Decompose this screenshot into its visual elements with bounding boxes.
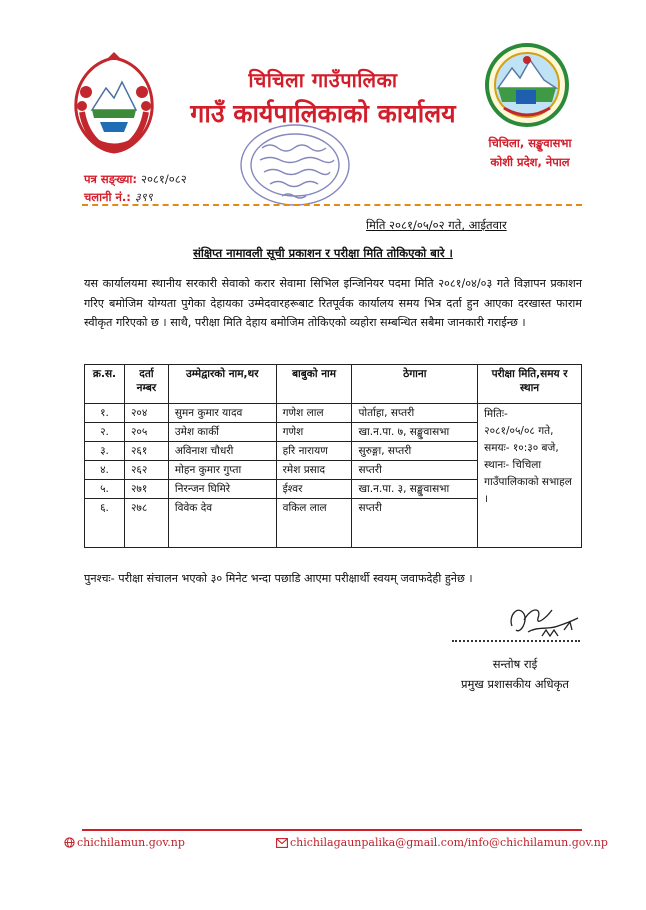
footer-website[interactable] <box>64 836 185 849</box>
postscript-note: पुनश्चः- परीक्षा संचालन भएको ३० मिनेट भन्दा पछाडि आएमा परीक्षार्थी स्वयम् जवाफदेही हुनेछ । <box>84 572 473 585</box>
cell-reg-no: २०५ <box>124 423 168 442</box>
ref-no-value: २०८१/०८२ <box>140 172 187 186</box>
email-text: chichilagaunpalika@gmail.com/info@chichilamun.gov.np <box>290 836 608 849</box>
cell-father-name: रमेश प्रसाद <box>276 461 352 480</box>
website-text: chichilamun.gov.np <box>77 836 185 849</box>
header-address: ठेगाना <box>352 365 478 404</box>
cell-serial: ३. <box>85 442 125 461</box>
address-line-1: चिचिला, सङ्खुवासभा <box>488 136 572 150</box>
cell-address: खा.न.पा. ७, सङ्खुवासभा <box>352 423 478 442</box>
cell-father-name: वकिल लाल <box>276 499 352 548</box>
municipality-name: चिचिला गाउँपालिका <box>248 68 398 92</box>
signatory-name: सन्तोष राई <box>492 657 538 671</box>
cell-reg-no: २७८ <box>124 499 168 548</box>
cell-address: खा.न.पा. ३, सङ्खुवासभा <box>352 480 478 499</box>
cell-exam-info <box>478 404 582 548</box>
signatory-post: प्रमुख प्रशासकीय अधिकृत <box>461 677 569 691</box>
cell-address: पोर्ताहा, सप्तरी <box>352 404 478 423</box>
header-serial: क्र.स. <box>85 365 125 404</box>
reference-block <box>84 170 187 206</box>
office-address <box>470 134 590 172</box>
table-header-row <box>85 365 582 404</box>
cell-father-name: गणेश लाल <box>276 404 352 423</box>
cell-candidate-name: विवेक देव <box>168 499 276 548</box>
letter-subject: संक्षिप्त नामावली सूची प्रकाशन र परीक्षा मिति तोकिएको बारे । <box>193 246 453 260</box>
dispatch-no-value: ३९९ <box>134 190 153 204</box>
cell-father-name: ईश्वर <box>276 480 352 499</box>
exam-date-label: मितिः- <box>484 408 508 420</box>
cell-candidate-name: मोहन कुमार गुप्ता <box>168 461 276 480</box>
cell-reg-no: २०४ <box>124 404 168 423</box>
cell-serial: ५. <box>85 480 125 499</box>
cell-serial: १. <box>85 404 125 423</box>
cell-serial: ६. <box>85 499 125 548</box>
ref-no-label: पत्र सङ्ख्या: <box>84 172 137 186</box>
cell-reg-no: २६२ <box>124 461 168 480</box>
cell-father-name: हरि नारायण <box>276 442 352 461</box>
cell-address: सुरुङ्गा, सप्तरी <box>352 442 478 461</box>
candidate-table <box>84 364 582 548</box>
cell-father-name: गणेश <box>276 423 352 442</box>
body-paragraph: यस कार्यालयमा स्थानीय सरकारी सेवाको करार सेवामा सिभिल इन्जिनियर पदमा मिति २०८१/०४/०३ गते विज्ञापन प्रकाशन गरिए बमोजिम योग्यता पुगेका देहायका उम्मेदवारहरूबाट रितपूर्वक कार्यालय समय भित्र दर्ता हुन आएका दरखास्त फाराम स्वीकृत गरिएको छ । साथै, परीक्षा मिति देहाय बमोजिम तोकिएको व्यहोरा सम्बन्धित सबैमा जानकारी गराईन्छ । <box>84 277 582 329</box>
office-stamp-icon <box>232 118 358 212</box>
office-name: गाउँ कार्यपालिकाको कार्यालय <box>190 99 456 128</box>
reference-number <box>84 170 187 188</box>
table-row <box>85 404 582 423</box>
exam-venue: स्थानः- चिचिला गाउँपालिकाको सभाहल । <box>484 459 572 505</box>
address-line-2: कोशी प्रदेश, नेपाल <box>490 155 570 169</box>
header-father-name: बाबुको नाम <box>276 365 352 404</box>
cell-candidate-name: निरन्जन घिमिरे <box>168 480 276 499</box>
envelope-icon <box>276 838 288 848</box>
cell-address: सप्तरी <box>352 499 478 548</box>
letter-date: मिति २०८१/०५/०२ गते, आईतवार <box>366 218 507 232</box>
header-reg-no: दर्ता नम्बर <box>124 365 168 404</box>
signature-icon <box>498 596 588 652</box>
header-candidate-name: उम्मेद्वारको नाम,थर <box>168 365 276 404</box>
exam-date-value: २०८१/०५/०८ गते, <box>484 425 554 437</box>
signature-line <box>452 640 580 642</box>
cell-serial: २. <box>85 423 125 442</box>
cell-address: सप्तरी <box>352 461 478 480</box>
footer-divider <box>82 829 582 831</box>
cell-reg-no: २६१ <box>124 442 168 461</box>
header-exam-info: परीक्षा मिति,समय र स्थान <box>478 365 582 404</box>
exam-time: समयः- १०:३० बजे, <box>484 442 559 454</box>
letterhead-divider <box>82 204 582 206</box>
footer-email[interactable] <box>276 836 608 849</box>
dispatch-no-label: चलानी नं.: <box>84 190 131 204</box>
globe-icon <box>64 837 75 848</box>
cell-candidate-name: अविनाश चौधरी <box>168 442 276 461</box>
cell-reg-no: २७१ <box>124 480 168 499</box>
cell-candidate-name: सुमन कुमार यादव <box>168 404 276 423</box>
cell-candidate-name: उमेश कार्की <box>168 423 276 442</box>
cell-serial: ४. <box>85 461 125 480</box>
